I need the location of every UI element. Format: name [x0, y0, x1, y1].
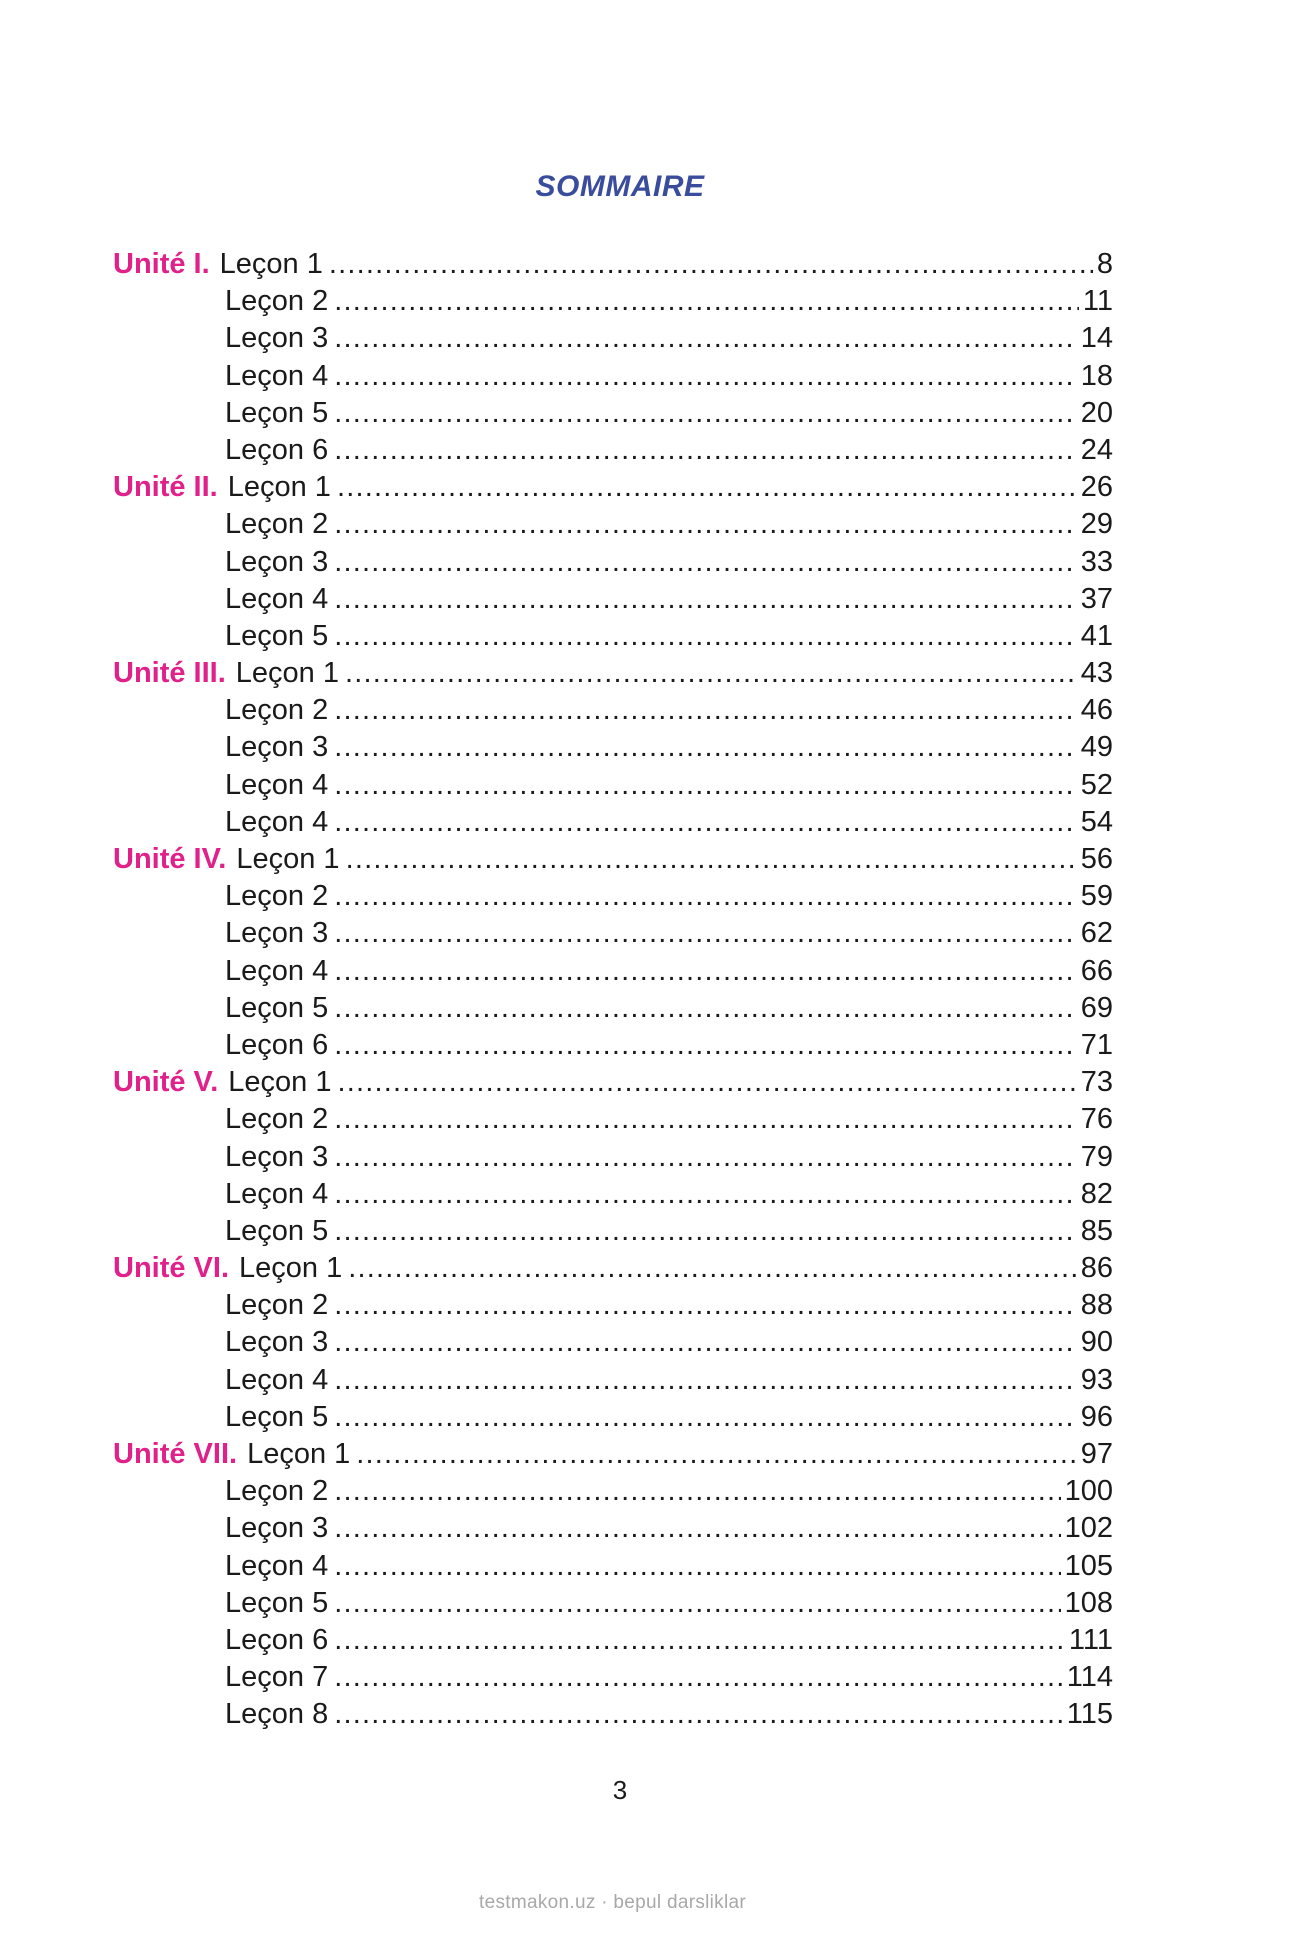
page-reference: 73 — [1080, 1066, 1113, 1099]
toc-entry — [113, 767, 1113, 804]
lesson-label: Leçon 3 — [225, 322, 329, 355]
toc-entry — [113, 469, 1113, 506]
dot-leader — [334, 1139, 1077, 1176]
dot-leader — [334, 395, 1077, 432]
page-reference: 102 — [1064, 1512, 1113, 1545]
toc-entry — [113, 1027, 1113, 1064]
lesson-label: Leçon 2 — [225, 880, 329, 913]
unit-label: Unité I. — [113, 248, 210, 280]
toc-entry — [113, 544, 1113, 581]
lesson-label: Leçon 4 — [225, 1363, 329, 1396]
page-reference: 29 — [1080, 508, 1113, 541]
lesson-label: Leçon 7 — [225, 1661, 329, 1694]
page-reference: 105 — [1064, 1549, 1113, 1582]
lesson-label: Leçon 3 — [225, 545, 329, 578]
dot-leader — [334, 953, 1077, 990]
dot-leader — [334, 1399, 1077, 1436]
page-reference: 79 — [1080, 1140, 1113, 1173]
lesson-label: Leçon 3 — [225, 917, 329, 950]
dot-leader — [334, 1622, 1065, 1659]
toc-entry — [113, 1548, 1113, 1585]
dot-leader — [334, 1548, 1060, 1585]
dot-leader — [334, 692, 1077, 729]
page-reference: 111 — [1068, 1623, 1113, 1656]
page-reference: 62 — [1080, 917, 1113, 950]
dot-leader — [334, 320, 1077, 357]
lesson-label: Leçon 2 — [225, 1103, 329, 1136]
page-reference: 115 — [1066, 1698, 1113, 1731]
toc-entry — [113, 990, 1113, 1027]
unit-label: Unité V. — [113, 1066, 219, 1099]
dot-leader — [334, 1287, 1077, 1324]
lesson-label: Leçon 4 — [225, 954, 329, 987]
toc-entry — [113, 320, 1113, 357]
lesson-label: Leçon 3 — [225, 1512, 329, 1545]
toc-entry — [113, 432, 1113, 469]
dot-leader — [334, 283, 1079, 320]
toc-entry — [113, 953, 1113, 990]
page-reference: 59 — [1080, 880, 1113, 913]
lesson-label: Leçon 4 — [225, 1177, 329, 1210]
lesson-label: Leçon 4 — [225, 768, 329, 801]
page-reference: 100 — [1064, 1475, 1113, 1508]
dot-leader — [334, 1324, 1077, 1361]
lesson-label: Leçon 8 — [225, 1698, 329, 1731]
page-reference: 46 — [1080, 694, 1113, 727]
page-reference: 97 — [1080, 1438, 1113, 1470]
page-reference: 37 — [1080, 582, 1113, 615]
toc-entry — [113, 804, 1113, 841]
toc-entry — [113, 1324, 1113, 1361]
lesson-label: Leçon 1 — [239, 1252, 343, 1285]
unit-label: Unité VI. — [113, 1252, 230, 1285]
dot-leader — [346, 841, 1077, 878]
lesson-label: Leçon 5 — [225, 1586, 329, 1619]
dot-leader — [334, 1101, 1077, 1138]
lesson-label: Leçon 3 — [225, 731, 329, 764]
dot-leader — [334, 432, 1077, 469]
toc-entry — [113, 1213, 1113, 1250]
dot-leader — [334, 878, 1077, 915]
lesson-label: Leçon 5 — [225, 1214, 329, 1247]
page-reference: 69 — [1080, 991, 1113, 1024]
lesson-label: Leçon 5 — [225, 619, 329, 652]
dot-leader — [334, 804, 1077, 841]
toc-entry — [113, 692, 1113, 729]
lesson-label: Leçon 4 — [225, 805, 329, 838]
dot-leader — [334, 729, 1077, 766]
page-reference: 88 — [1080, 1289, 1113, 1322]
lesson-label: Leçon 3 — [225, 1326, 329, 1359]
unit-label: Unité III. — [113, 657, 226, 690]
lesson-label: Leçon 6 — [225, 1623, 329, 1656]
lesson-label: Leçon 1 — [236, 843, 340, 875]
lesson-label: Leçon 2 — [225, 1289, 329, 1322]
toc-entry — [113, 246, 1113, 283]
toc-entry — [113, 1250, 1113, 1287]
dot-leader — [334, 544, 1077, 581]
page-reference: 82 — [1080, 1177, 1113, 1210]
lesson-label: Leçon 4 — [225, 582, 329, 615]
dot-leader — [348, 1250, 1077, 1287]
table-of-contents — [113, 246, 1113, 1734]
dot-leader — [334, 1473, 1060, 1510]
lesson-label: Leçon 2 — [225, 508, 329, 541]
toc-entry — [113, 581, 1113, 618]
dot-leader — [334, 581, 1077, 618]
toc-entry — [113, 878, 1113, 915]
dot-leader — [334, 1585, 1060, 1622]
lesson-label: Leçon 5 — [225, 396, 329, 429]
page-reference: 66 — [1080, 954, 1113, 987]
lesson-label: Leçon 4 — [225, 359, 329, 392]
page-reference: 85 — [1080, 1214, 1113, 1247]
lesson-label: Leçon 2 — [225, 285, 329, 318]
watermark-text: testmakon.uz · bepul darsliklar — [479, 1892, 746, 1913]
toc-entry — [113, 1622, 1113, 1659]
toc-entry — [113, 1362, 1113, 1399]
dot-leader — [345, 655, 1077, 692]
lesson-label: Leçon 1 — [219, 248, 323, 280]
toc-entry — [113, 1139, 1113, 1176]
dot-leader — [334, 618, 1077, 655]
toc-entry — [113, 1101, 1113, 1138]
page-reference: 52 — [1080, 768, 1113, 801]
page-reference: 18 — [1080, 359, 1113, 392]
toc-entry — [113, 1696, 1113, 1733]
dot-leader — [334, 1027, 1077, 1064]
dot-leader — [334, 1176, 1077, 1213]
lesson-label: Leçon 1 — [247, 1438, 351, 1470]
lesson-label: Leçon 3 — [225, 1140, 329, 1173]
toc-entry — [113, 506, 1113, 543]
page-reference: 14 — [1080, 322, 1113, 355]
dot-leader — [334, 1213, 1077, 1250]
toc-entry — [113, 1473, 1113, 1510]
toc-entry — [113, 1399, 1113, 1436]
toc-entry — [113, 1436, 1113, 1473]
lesson-label: Leçon 6 — [225, 433, 329, 466]
toc-entry — [113, 1659, 1113, 1696]
dot-leader — [334, 1362, 1077, 1399]
page-reference: 8 — [1096, 248, 1113, 280]
page-reference: 20 — [1080, 396, 1113, 429]
toc-entry — [113, 358, 1113, 395]
toc-entry — [113, 395, 1113, 432]
page-reference: 71 — [1080, 1028, 1113, 1061]
toc-entry — [113, 283, 1113, 320]
toc-entry — [113, 729, 1113, 766]
page-reference: 33 — [1080, 545, 1113, 578]
toc-entry — [113, 841, 1113, 878]
dot-leader — [334, 915, 1077, 952]
page-reference: 26 — [1080, 471, 1113, 504]
page-reference: 41 — [1080, 619, 1113, 652]
toc-entry — [113, 1064, 1113, 1101]
page-reference: 108 — [1064, 1586, 1113, 1619]
toc-entry — [113, 1585, 1113, 1622]
lesson-label: Leçon 4 — [225, 1549, 329, 1582]
page-reference: 54 — [1080, 805, 1113, 838]
page-reference: 43 — [1080, 657, 1113, 690]
dot-leader — [334, 506, 1077, 543]
lesson-label: Leçon 2 — [225, 1475, 329, 1508]
dot-leader — [334, 1659, 1063, 1696]
dot-leader — [334, 990, 1077, 1027]
toc-entry — [113, 618, 1113, 655]
unit-label: Unité IV. — [113, 843, 227, 875]
page-reference: 86 — [1080, 1252, 1113, 1285]
toc-entry — [113, 1510, 1113, 1547]
lesson-label: Leçon 6 — [225, 1028, 329, 1061]
page-reference: 11 — [1082, 285, 1113, 318]
dot-leader — [334, 358, 1077, 395]
lesson-label: Leçon 1 — [227, 471, 331, 504]
unit-label: Unité II. — [113, 471, 218, 504]
dot-leader — [334, 1696, 1063, 1733]
toc-entry — [113, 1287, 1113, 1324]
dot-leader — [356, 1436, 1076, 1473]
unit-label: Unité VII. — [113, 1438, 238, 1470]
lesson-label: Leçon 1 — [235, 657, 339, 690]
dot-leader — [337, 469, 1077, 506]
dot-leader — [338, 1064, 1077, 1101]
page-reference: 96 — [1080, 1400, 1113, 1433]
toc-entry — [113, 1176, 1113, 1213]
page-number: 3 — [612, 1775, 628, 1805]
page-reference: 56 — [1080, 843, 1113, 875]
page-reference: 49 — [1080, 731, 1113, 764]
page-reference: 90 — [1080, 1326, 1113, 1359]
page-reference: 24 — [1080, 433, 1113, 466]
lesson-label: Leçon 2 — [225, 694, 329, 727]
page-reference: 76 — [1080, 1103, 1113, 1136]
lesson-label: Leçon 5 — [225, 1400, 329, 1433]
lesson-label: Leçon 1 — [228, 1066, 332, 1099]
page-reference: 93 — [1080, 1363, 1113, 1396]
dot-leader — [329, 246, 1093, 283]
page-reference: 114 — [1066, 1661, 1113, 1694]
dot-leader — [334, 1510, 1060, 1547]
lesson-label: Leçon 5 — [225, 991, 329, 1024]
dot-leader — [334, 767, 1077, 804]
toc-entry — [113, 655, 1113, 692]
toc-entry — [113, 915, 1113, 952]
page-title: SOMMAIRE — [535, 170, 705, 203]
